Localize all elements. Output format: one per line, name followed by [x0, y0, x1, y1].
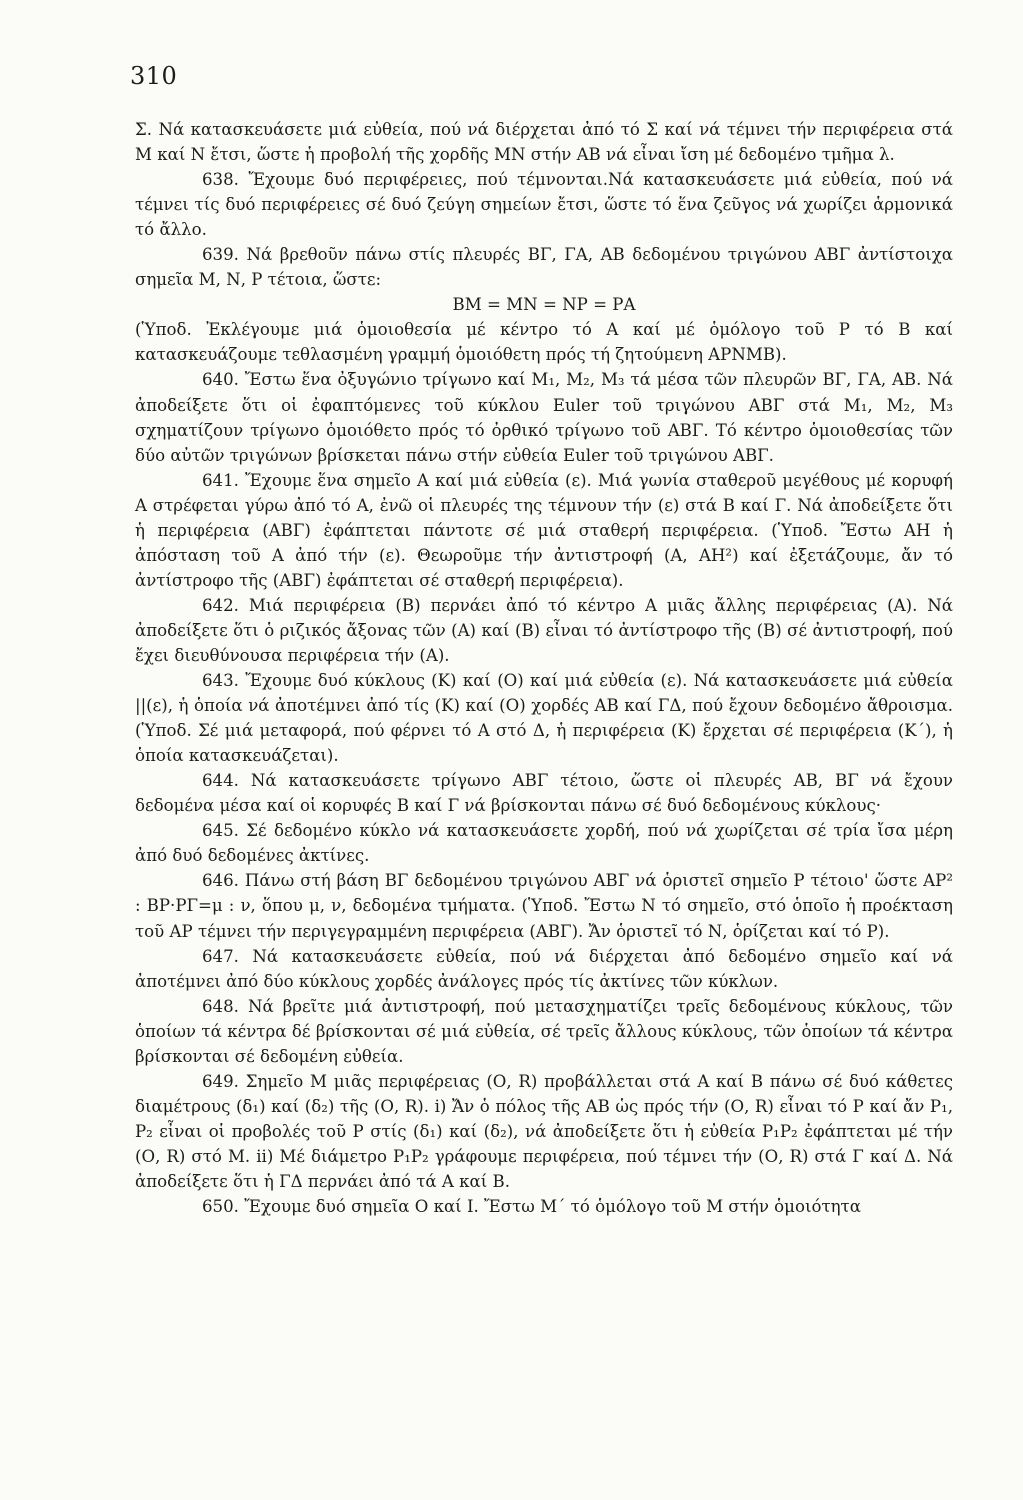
- exercise-paragraph: 646. Πάνω στή βάση ΒΓ δεδομένου τριγώνου ΑΒΓ νά ὁριστεῖ σημεῖο Ρ τέτοιο' ὥστε ΑΡ² : ΒΡ·ΡΓ=μ : ν, ὅπου μ, ν, δεδομένα τμήματα. (Ὑποδ. Ἔστω Ν τό σημεῖο, στό ὁποῖο ἡ προέκταση τοῦ ΑΡ τέμνει τήν περιγεγραμμένη περιφέρεια (ΑΒΓ). Ἄν ὁριστεῖ τό Ν, ὁρίζεται καί τό Ρ).: [135, 871, 953, 941]
- exercise-paragraph: 638. Ἔχουμε δυό περιφέρειες, πού τέμνονται.Νά κατασκευάσετε μιά εὐθεία, πού νά τέμνει τίς δυό περιφέρειες σέ δυό ζεύγη σημείων ἔτσι, ὥστε τό ἕνα ζεῦγος νά χωρίζει ἁρμονικά τό ἄλλο.: [135, 170, 953, 240]
- exercise-paragraph: 650. Ἔχουμε δυό σημεῖα Ο καί Ι. Ἔστω Μ΄ τό ὁμόλογο τοῦ Μ στήν ὁμοιότητα: [202, 1197, 861, 1217]
- exercise-paragraph: 645. Σέ δεδομένο κύκλο νά κατασκευάσετε χορδή, πού νά χωρίζεται σέ τρία ἴσα μέρη ἀπό δυό δεδομένες ἀκτίνες.: [135, 821, 953, 866]
- exercise-paragraph: 649. Σημεῖο Μ μιᾶς περιφέρειας (Ο, R) προβάλλεται στά Α καί Β πάνω σέ δυό κάθετες διαμέτρους (δ₁) καί (δ₂) τῆς (Ο, R). i) Ἄν ὁ πόλος τῆς ΑΒ ὡς πρός τήν (Ο, R) εἶναι τό Ρ καί ἄν Ρ₁, Ρ₂ εἶναι οἱ προβολές τοῦ Ρ στίς (δ₁) καί (δ₂), νά ἀποδείξετε ὅτι ἡ εὐθεία Ρ₁Ρ₂ ἐφάπτεται μέ τήν (Ο, R) στό Μ. ii) Μέ διάμετρο Ρ₁Ρ₂ γράφουμε περιφέρεια, πού τέμνει τήν (Ο, R) στά Γ καί Δ. Νά ἀποδείξετε ὅτι ἡ ΓΔ περνάει ἀπό τά Α καί Β.: [135, 1071, 953, 1191]
- exercise-paragraph: 643. Ἔχουμε δυό κύκλους (Κ) καί (Ο) καί μιά εὐθεία (ε). Νά κατασκευάσετε μιά εὐθεία ||(ε), ἡ ὁποία νά ἀποτέμνει ἀπό τίς (Κ) καί (Ο) χορδές ΑΒ καί ΓΔ, πού ἔχουν δεδομένο ἄθροισμα. (Ὑποδ. Σέ μιά μεταφορά, πού φέρνει τό Α στό Δ, ἡ περιφέρεια (Κ) ἔρχεται σέ περιφέρεια (Κ΄), ἡ ὁποία κατασκευάζεται).: [135, 671, 953, 766]
- equation-line: ΒΜ = ΜΝ = ΝΡ = ΡΑ: [452, 295, 636, 315]
- exercise-paragraph: 647. Νά κατασκευάσετε εὐθεία, πού νά διέρχεται ἀπό δεδομένο σημεῖο καί νά ἀποτέμνει ἀπό δύο κύκλους χορδές ἀνάλογες πρός τίς ἀκτίνες τῶν κύκλων.: [135, 946, 953, 991]
- exercise-paragraph: 644. Νά κατασκευάσετε τρίγωνο ΑΒΓ τέτοιο, ὥστε οἱ πλευρές ΑΒ, ΒΓ νά ἔχουν δεδομένα μέσα καί οἱ κορυφές Β καί Γ νά βρίσκονται πάνω σέ δυό δεδομένους κύκλους·: [135, 771, 953, 816]
- exercise-paragraph: 642. Μιά περιφέρεια (Β) περνάει ἀπό τό κέντρο Α μιᾶς ἄλλης περιφέρειας (Α). Νά ἀποδείξετε ὅτι ὁ ριζικός ἄξονας τῶν (Α) καί (Β) εἶναι τό ἀντίστροφο τῆς (Β) σέ ἀντιστροφή, πού ἔχει διευθύνουσα περιφέρεια τήν (Α).: [135, 595, 953, 665]
- exercise-paragraph: Σ. Νά κατασκευάσετε μιά εὐθεία, πού νά διέρχεται ἀπό τό Σ καί νά τέμνει τήν περιφέρεια στά Μ καί Ν ἔτσι, ὥστε ἡ προβολή τῆς χορδῆς ΜΝ στήν ΑΒ νά εἶναι ἴση μέ δεδομένο τμῆμα λ.: [135, 120, 953, 165]
- exercise-paragraph: 641. Ἔχουμε ἕνα σημεῖο Α καί μιά εὐθεία (ε). Μιά γωνία σταθεροῦ μεγέθους μέ κορυφή Α στρέφεται γύρω ἀπό τό Α, ἐνῶ οἱ πλευρές της τέμνουν τήν (ε) στά Β καί Γ. Νά ἀποδείξετε ὅτι ἡ περιφέρεια (ΑΒΓ) ἐφάπτεται πάντοτε σέ μιά σταθερή περιφέρεια. (Ὑποδ. Ἔστω ΑΗ ἡ ἀπόσταση τοῦ Α ἀπό τήν (ε). Θεωροῦμε τήν ἀντιστροφή (Α, ΑΗ²) καί ἐξετάζουμε, ἄν τό ἀντίστροφο τῆς (ΑΒΓ) ἐφάπτεται σέ σταθερή περιφέρεια).: [135, 470, 953, 590]
- exercise-paragraph: 648. Νά βρεῖτε μιά ἀντιστροφή, πού μετασχηματίζει τρεῖς δεδομένους κύκλους, τῶν ὁποίων τά κέντρα δέ βρίσκονται σέ μιά εὐθεία, σέ τρεῖς ἄλλους κύκλους, τῶν ὁποίων τά κέντρα βρίσκονται σέ δεδομένη εὐθεία.: [135, 996, 953, 1066]
- page-number: 310: [130, 62, 178, 90]
- exercise-paragraph: 640. Ἔστω ἕνα ὀξυγώνιο τρίγωνο καί Μ₁, Μ₂, Μ₃ τά μέσα τῶν πλευρῶν ΒΓ, ΓΑ, ΑΒ. Νά ἀποδείξετε ὅτι οἱ ἐφαπτόμενες τοῦ κύκλου Euler τοῦ τριγώνου ΑΒΓ στά Μ₁, Μ₂, Μ₃ σχηματίζουν τρίγωνο ὁμοιόθετο πρός τό ὀρθικό τρίγωνο τοῦ ΑΒΓ. Τό κέντρο ὁμοιοθεσίας τῶν δύο αὐτῶν τριγώνων βρίσκεται πάνω στήν εὐθεία Euler τοῦ τριγώνου ΑΒΓ.: [135, 370, 953, 465]
- exercise-paragraph: 639. Νά βρεθοῦν πάνω στίς πλευρές ΒΓ, ΓΑ, ΑΒ δεδομένου τριγώνου ΑΒΓ ἀντίστοιχα σημεῖα Μ, Ν, Ρ τέτοια, ὥστε:: [135, 245, 953, 290]
- exercise-paragraph: (Ὑποδ. Ἐκλέγουμε μιά ὁμοιοθεσία μέ κέντρο τό Α καί μέ ὁμόλογο τοῦ Ρ τό Β καί κατασκευάζουμε τεθλασμένη γραμμή ὁμοιόθετη πρός τή ζητούμενη ΑΡΝΜΒ).: [135, 320, 953, 365]
- exercise-list: [135, 117, 953, 1219]
